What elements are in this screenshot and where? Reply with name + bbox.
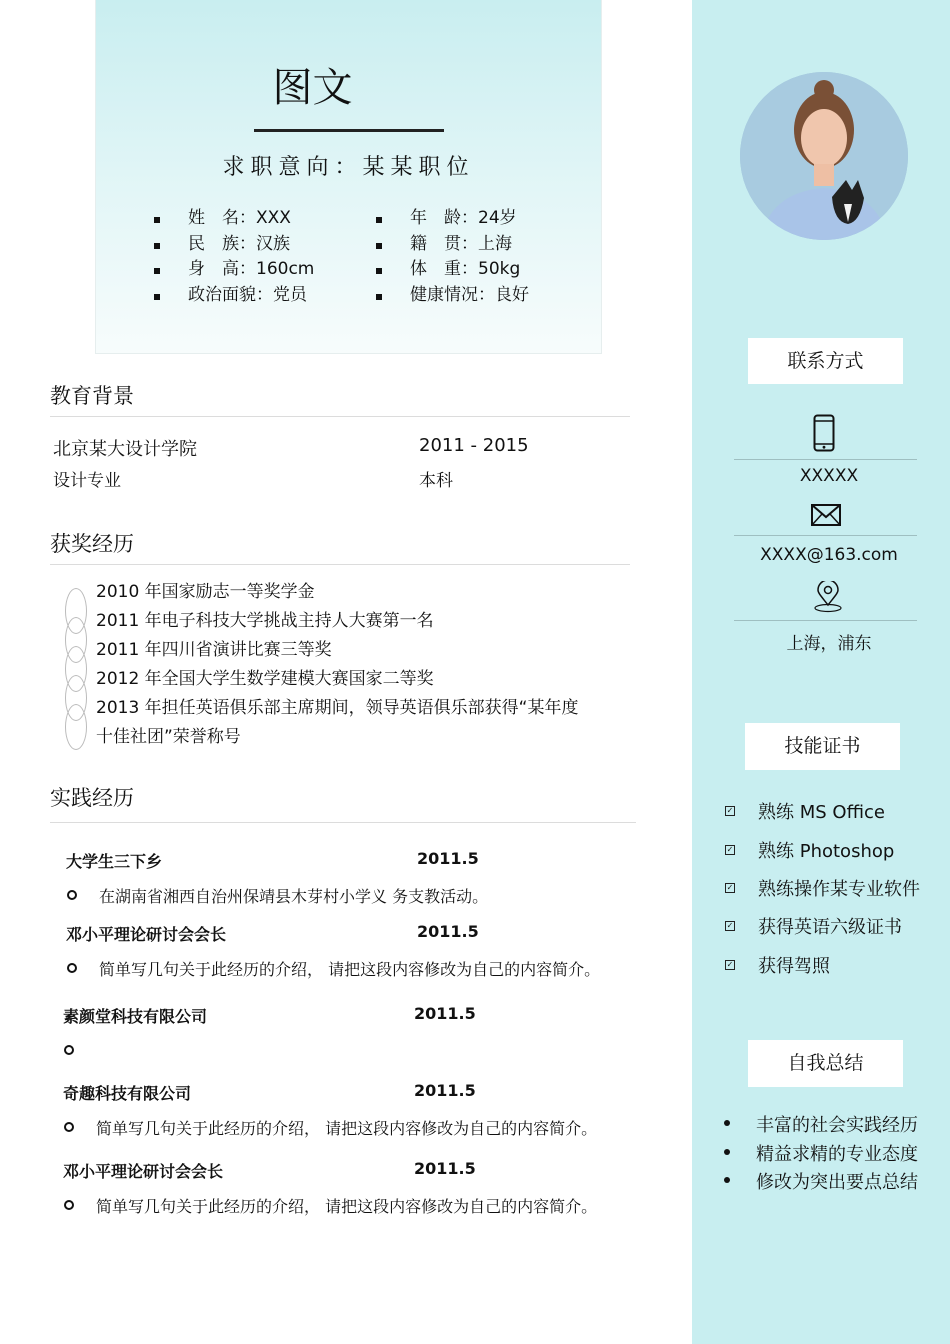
info-row: 民 族：汉族 <box>154 232 314 258</box>
phone-icon <box>813 414 835 452</box>
practice-title: 实践经历 <box>50 786 134 810</box>
bullet-dot-icon <box>724 1149 730 1155</box>
info-row: 姓 名：XXX <box>154 206 314 232</box>
practice-desc: 简单写几句关于此经历的介绍， 请把这段内容修改为自己的内容简介。 <box>96 1119 598 1138</box>
awards-title: 获奖经历 <box>50 532 134 556</box>
summary-title: 自我总结 <box>748 1040 903 1087</box>
major: 设计专业 <box>53 471 121 491</box>
practice-name: 邓小平理论研讨会会长 <box>66 925 227 944</box>
square-bullet-icon <box>376 294 382 300</box>
mail-icon <box>811 504 841 526</box>
skill-item: 熟练 Photoshop <box>758 841 895 862</box>
summary-item: 丰富的社会实践经历 <box>756 1115 918 1136</box>
school-years: 2011 - 2015 <box>419 435 529 456</box>
personal-info-right <box>376 206 529 309</box>
skill-item: 获得英语六级证书 <box>758 917 902 938</box>
section-divider <box>50 822 636 823</box>
practice-desc: 在湖南省湘西自治州保靖县木芽村小学义 务支教活动。 <box>99 887 489 906</box>
info-row: 健康情况：良好 <box>376 283 529 309</box>
ring-bullet-icon <box>67 890 77 900</box>
summary-item: 精益求精的专业态度 <box>756 1144 918 1165</box>
contact-divider <box>734 620 917 621</box>
phone-number: XXXXX <box>799 466 859 486</box>
square-bullet-icon <box>376 217 382 223</box>
ring-bullet-icon <box>67 963 77 973</box>
info-row: 籍 贯：上海 <box>376 232 529 258</box>
contact-title: 联系方式 <box>748 338 903 384</box>
practice-date: 2011.5 <box>414 1004 476 1023</box>
skill-item: 熟练 MS Office <box>758 802 885 823</box>
skill-item: 获得驾照 <box>758 956 830 977</box>
section-divider <box>50 416 630 417</box>
bullet-dot-icon <box>724 1120 730 1126</box>
header-block <box>95 0 602 354</box>
award-item: 2011 年四川省演讲比赛三等奖 <box>96 640 332 660</box>
practice-name: 大学生三下乡 <box>66 852 163 871</box>
info-row: 体 重：50kg <box>376 257 529 283</box>
checkbox-icon: ✓ <box>726 883 734 892</box>
decorative-oval-icon <box>65 704 87 750</box>
practice-desc: 简单写几句关于此经历的介绍， 请把这段内容修改为自己的内容简介。 <box>96 1197 598 1216</box>
square-bullet-icon <box>154 268 160 274</box>
practice-date: 2011.5 <box>414 1159 476 1178</box>
skill-item: 熟练操作某专业软件 <box>758 879 920 900</box>
practice-desc: 简单写几句关于此经历的介绍， 请把这段内容修改为自己的内容简介。 <box>99 960 601 979</box>
degree: 本科 <box>419 471 453 491</box>
square-bullet-icon <box>376 243 382 249</box>
info-row: 政治面貌：党员 <box>154 283 314 309</box>
ring-bullet-icon <box>64 1045 74 1055</box>
checkbox-icon: ✓ <box>726 845 734 854</box>
profile-photo <box>740 72 908 240</box>
page-title: 图文 <box>272 65 353 111</box>
award-item: 2010 年国家励志一等奖学金 <box>96 582 315 602</box>
checkbox-icon: ✓ <box>726 960 734 969</box>
square-bullet-icon <box>376 268 382 274</box>
practice-date: 2011.5 <box>417 849 479 868</box>
square-bullet-icon <box>154 294 160 300</box>
email-address: XXXX@163.com <box>760 545 898 565</box>
award-item: 2013 年担任英语俱乐部主席期间，领导英语俱乐部获得“某年度十佳社团”荣誉称号 <box>96 698 579 747</box>
contact-divider <box>734 459 917 460</box>
checkbox-icon: ✓ <box>726 806 734 815</box>
title-divider <box>254 129 444 132</box>
skills-title: 技能证书 <box>745 723 900 770</box>
location-pin-icon <box>813 581 843 613</box>
job-intent: 求职意向：某某职位 <box>222 155 475 180</box>
summary-item: 修改为突出要点总结 <box>756 1172 918 1193</box>
practice-name: 奇趣科技有限公司 <box>63 1084 192 1103</box>
square-bullet-icon <box>154 243 160 249</box>
practice-name: 素颜堂科技有限公司 <box>63 1007 208 1026</box>
location: 上海，浦东 <box>786 634 872 654</box>
practice-date: 2011.5 <box>414 1081 476 1100</box>
practice-date: 2011.5 <box>417 922 479 941</box>
personal-info-left <box>154 206 314 309</box>
practice-name: 邓小平理论研讨会会长 <box>63 1162 224 1181</box>
section-divider <box>50 564 630 565</box>
contact-divider <box>734 535 917 536</box>
bullet-dot-icon <box>724 1177 730 1183</box>
square-bullet-icon <box>154 217 160 223</box>
ring-bullet-icon <box>64 1200 74 1210</box>
school-name: 北京某大设计学院 <box>53 439 197 460</box>
info-row: 身 高：160cm <box>154 257 314 283</box>
award-item: 2011 年电子科技大学挑战主持人大赛第一名 <box>96 611 434 631</box>
education-title: 教育背景 <box>50 384 134 408</box>
info-row: 年 龄：24岁 <box>376 206 529 232</box>
award-item: 2012 年全国大学生数学建模大赛国家二等奖 <box>96 669 434 689</box>
ring-bullet-icon <box>64 1122 74 1132</box>
checkbox-icon: ✓ <box>726 921 734 930</box>
